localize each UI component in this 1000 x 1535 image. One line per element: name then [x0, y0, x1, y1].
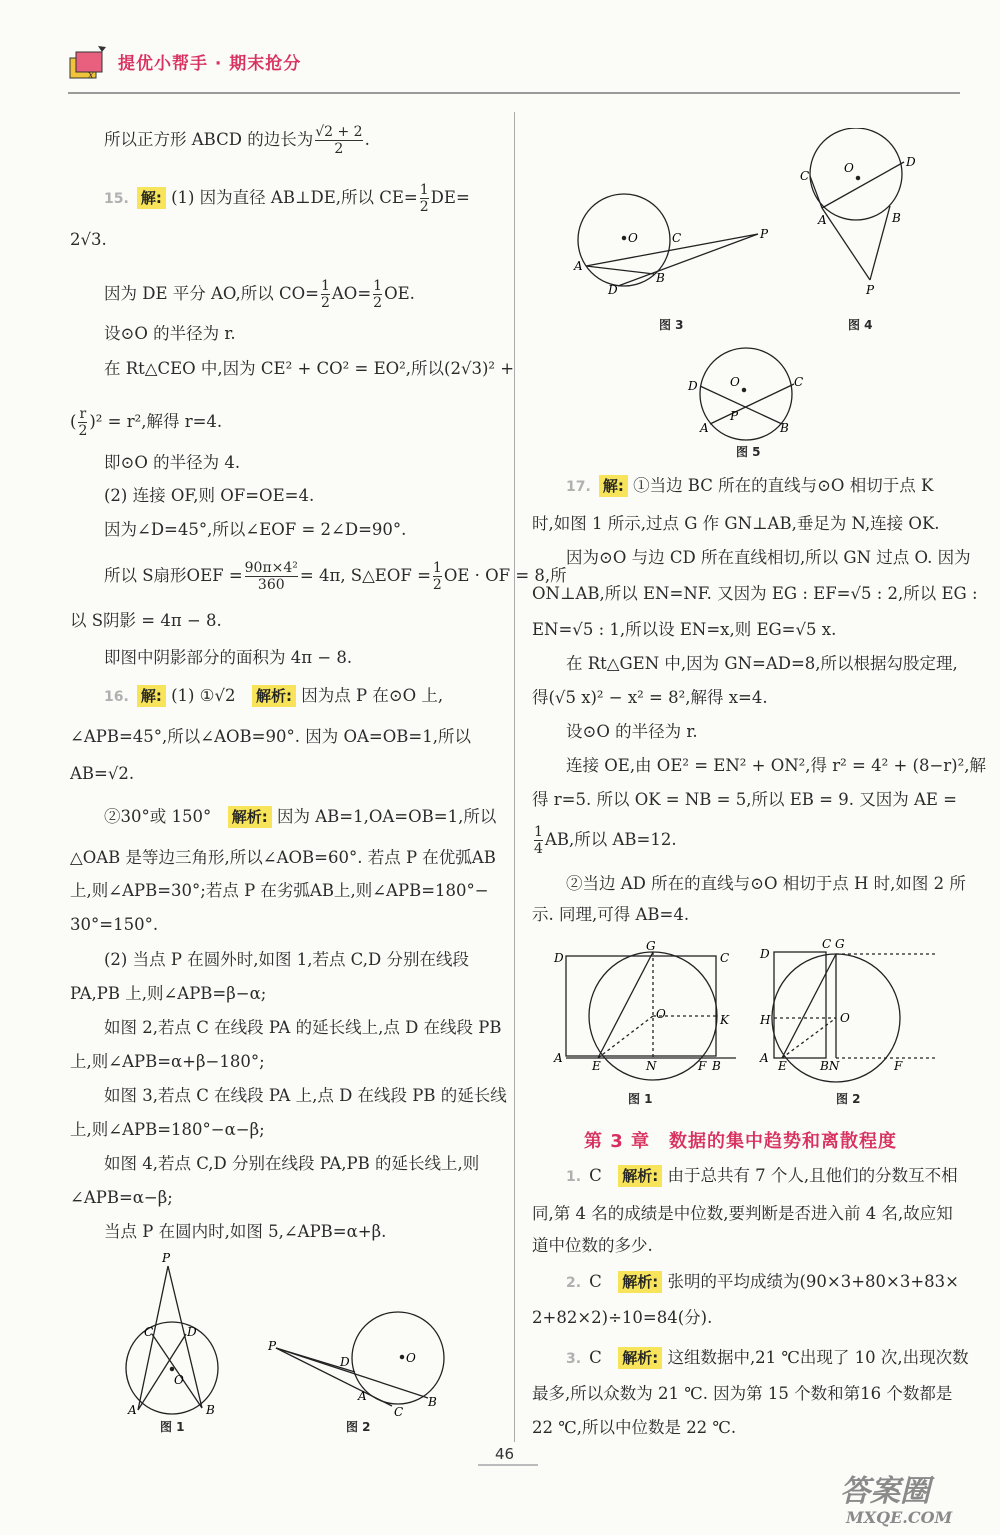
- caption-fig-5: 图 5: [736, 445, 761, 459]
- label-P: P: [162, 1251, 171, 1265]
- q16-line-l: 如图 3,若点 C 在线段 PA 上,点 D 在线段 PB 的延长线: [104, 1086, 507, 1105]
- q15-line-c: 因为 DE 平分 AO,所以 CO= $\frac{1}{2}$ AO= $\frac{1}{2}$ OE.: [104, 278, 415, 312]
- svg-text:O: O: [174, 1373, 184, 1387]
- header-rule: [68, 92, 960, 94]
- c3-line-c: 22 ℃,所以中位数是 22 ℃.: [532, 1418, 737, 1437]
- q16-line-g: 30°=150°.: [70, 915, 159, 934]
- svg-text:D: D: [906, 155, 916, 169]
- svg-text:N: N: [646, 1059, 657, 1073]
- chapter-heading: 第 3 章 数据的集中趋势和离散程度: [584, 1131, 898, 1152]
- q16-line-p: 当点 P 在圆内时,如图 5,∠APB=α+β.: [104, 1222, 387, 1241]
- q17-line-e: EN=√5 : 1,所以设 EN=x,则 EG=√5 x.: [532, 620, 837, 639]
- svg-text:P: P: [730, 409, 739, 423]
- svg-text:B: B: [656, 271, 665, 285]
- q15-line-e: 在 Rt△CEO 中,因为 CE² + CO² = EO²,所以(2√3)² +: [104, 359, 515, 378]
- c1-line-a: 1. C 解析: 由于总共有 7 个人,且他们的分数互不相: [566, 1166, 958, 1185]
- q15-line-l: 即图中阴影部分的面积为 4π − 8.: [104, 648, 353, 667]
- svg-text:C: C: [144, 1325, 154, 1339]
- svg-text:A: A: [128, 1403, 137, 1417]
- q17-line-i: 连接 OE,由 OE² = EN² + ON²,得 r² = 4² + (8−r)²,解: [566, 756, 986, 775]
- q15-line-g: 即⊙O 的半径为 4.: [104, 453, 241, 472]
- svg-text:C G: C G: [822, 937, 845, 951]
- q16-line-n: 如图 4,若点 C,D 分别在线段 PA,PB 的延长线上,则: [104, 1154, 480, 1173]
- q15-line-f: ( $\frac{r}{2}$ )² = r²,解得 r=4.: [70, 406, 223, 440]
- figure-3: [578, 194, 758, 286]
- q17-line-a: 17. 解: ①当边 BC 所在的直线与⊙O 相切于点 K: [566, 476, 934, 495]
- svg-text:D: D: [340, 1355, 350, 1369]
- q15-line-b: 2√3.: [70, 230, 107, 249]
- svg-text:P: P: [866, 283, 875, 297]
- book-logo-icon: [68, 44, 108, 84]
- q16-line-o: ∠APB=α−β;: [70, 1188, 173, 1207]
- q17-line-b: 时,如图 1 所示,过点 G 作 GN⊥AB,垂足为 N,连接 OK.: [532, 514, 940, 533]
- q16-line-h: (2) 当点 P 在圆外时,如图 1,若点 C,D 分别在线段: [104, 950, 469, 969]
- svg-text:O: O: [840, 1011, 850, 1025]
- page-number-decoration: [478, 1464, 538, 1466]
- caption-rect-fig-1: 图 1: [628, 1092, 653, 1106]
- q17-line-f: 在 Rt△GEN 中,因为 GN=AD=8,所以根据勾股定理,: [566, 654, 958, 673]
- svg-text:D: D: [760, 947, 770, 961]
- figure-1: [126, 1266, 218, 1414]
- svg-text:C: C: [800, 169, 810, 183]
- c1-line-b: 同,第 4 名的成绩是中位数,要判断是否进入前 4 名,故应知: [532, 1204, 953, 1223]
- svg-text:D: D: [688, 379, 698, 393]
- svg-text:C: C: [720, 951, 730, 965]
- svg-text:O: O: [406, 1351, 416, 1365]
- figure-2-rect: [772, 952, 936, 1082]
- svg-text:MXQE.COM: MXQE.COM: [846, 1508, 953, 1527]
- caption-fig-1: 图 1: [160, 1420, 185, 1434]
- svg-text:O: O: [730, 375, 740, 389]
- q16-line-f: 上,则∠APB=30°;若点 P 在劣弧AB上,则∠APB=180°−: [70, 881, 489, 900]
- caption-fig-4: 图 4: [848, 318, 873, 332]
- question-number: 15.: [104, 191, 129, 208]
- svg-text:F: F: [894, 1059, 903, 1073]
- q15-line-h: (2) 连接 OF,则 OF=OE=4.: [104, 486, 315, 505]
- svg-text:A: A: [760, 1051, 769, 1065]
- q16-line-j: 如图 2,若点 C 在线段 PA 的延长线上,点 D 在线段 PB: [104, 1018, 502, 1037]
- q17-line-h: 设⊙O 的半径为 r.: [566, 722, 698, 741]
- q17-line-k: $\frac{1}{4}$ AB,所以 AB=12.: [534, 824, 677, 858]
- q17-line-j: 得 r=5. 所以 OK = NB = 5,所以 EB = 9. 又因为 AE =: [532, 790, 957, 809]
- q17-line-c: 因为⊙O 与边 CD 所在直线相切,所以 GN 过点 O. 因为: [566, 548, 971, 567]
- svg-text:E: E: [592, 1059, 601, 1073]
- svg-text:D: D: [608, 283, 618, 297]
- q15-line-d: 设⊙O 的半径为 r.: [104, 324, 236, 343]
- svg-text:K: K: [720, 1013, 729, 1027]
- figure-4: [810, 128, 904, 280]
- svg-text:O: O: [844, 161, 854, 175]
- q16-line-b: ∠APB=45°,所以∠AOB=90°. 因为 OA=OB=1,所以: [70, 727, 471, 746]
- q17-line-m: 示. 同理,可得 AB=4.: [532, 905, 690, 924]
- svg-text:B: B: [428, 1395, 437, 1409]
- c2-line-a: 2. C 解析: 张明的平均成绩为(90×3+80×3+83×: [566, 1272, 959, 1291]
- q15-line-i: 因为∠D=45°,所以∠EOF = 2∠D=90°.: [104, 520, 407, 539]
- svg-text:C: C: [394, 1405, 404, 1419]
- right-figures-3-4-5: [560, 128, 960, 458]
- svg-text:A: A: [818, 213, 827, 227]
- q17-line-g: 得(√5 x)² − x² = 8²,解得 x=4.: [532, 688, 768, 707]
- svg-text:F: F: [698, 1059, 707, 1073]
- header-title: 提优小帮手 · 期末抢分: [118, 54, 302, 74]
- caption-fig-3: 图 3: [659, 318, 684, 332]
- svg-text:B: B: [780, 421, 789, 435]
- q16-line-i: PA,PB 上,则∠APB=β−α;: [70, 984, 267, 1003]
- svg-text:A: A: [554, 1051, 563, 1065]
- svg-text:B: B: [206, 1403, 215, 1417]
- svg-text:G: G: [646, 939, 656, 953]
- q16-line-e: △OAB 是等边三角形,所以∠AOB=60°. 若点 P 在优弧AB: [70, 848, 496, 867]
- left-line-1: 所以正方形 ABCD 的边长为 $\frac{√2 + 2}{2}$ .: [104, 124, 370, 158]
- svg-text:P: P: [268, 1339, 277, 1353]
- svg-text:C: C: [794, 375, 804, 389]
- page-header: [68, 40, 960, 90]
- caption-fig-2: 图 2: [346, 1420, 371, 1434]
- svg-text:E: E: [778, 1059, 787, 1073]
- svg-text:H: H: [760, 1013, 771, 1027]
- c1-line-c: 道中位数的多少.: [532, 1236, 653, 1255]
- svg-text:O: O: [656, 1007, 666, 1021]
- svg-text:P: P: [760, 227, 769, 241]
- c3-line-b: 最多,所以众数为 21 ℃. 因为第 15 个数和第16 个数都是: [532, 1384, 953, 1403]
- q15-line-k: 以 S阴影 = 4π − 8.: [70, 611, 222, 630]
- svg-text:D: D: [187, 1325, 197, 1339]
- q15-line-a: 15. 解: (1) 因为直径 AB⊥DE,所以 CE= $\frac{1}{2}$ DE=: [104, 182, 470, 216]
- page-number: 46: [495, 1445, 515, 1463]
- right-figures-rect-circle: [546, 936, 960, 1086]
- svg-text:x: x: [88, 70, 94, 81]
- column-divider: [514, 112, 515, 1442]
- left-figures-1-2: [110, 1250, 470, 1430]
- svg-text:D: D: [554, 951, 564, 965]
- q16-line-d: ②30°或 150° 解析: 因为 AB=1,OA=OB=1,所以: [104, 807, 497, 826]
- q16-line-a: 16. 解: (1) ①√2 解析: 因为点 P 在⊙O 上,: [104, 686, 444, 705]
- answer-tag: 解:: [137, 187, 166, 209]
- fraction: $\frac{√2 + 2}{2}$: [315, 124, 363, 158]
- q15-line-j: 所以 S扇形OEF = $\frac{\text{90π×4²}}{360}$ = 4π, S△EOF = $\frac{1}{2}$ OE · OF = 8,所: [104, 560, 567, 594]
- q16-line-c: AB=√2.: [70, 764, 135, 783]
- c2-line-b: 2+82×2)÷10=84(分).: [532, 1308, 713, 1327]
- svg-text:C: C: [672, 231, 682, 245]
- watermark-logo-icon: [836, 1465, 986, 1527]
- c3-line-a: 3. C 解析: 这组数据中,21 ℃出现了 10 次,出现次数: [566, 1348, 969, 1367]
- svg-text:答案圈: 答案圈: [840, 1474, 930, 1509]
- q17-line-d: ON⊥AB,所以 EN=NF. 又因为 EG : EF=√5 : 2,所以 EG :: [532, 584, 978, 603]
- svg-text:A: A: [700, 421, 709, 435]
- caption-rect-fig-2: 图 2: [836, 1092, 861, 1106]
- q17-line-l: ②当边 AD 所在的直线与⊙O 相切于点 H 时,如图 2 所: [566, 874, 966, 893]
- q16-line-k: 上,则∠APB=α+β−180°;: [70, 1052, 265, 1071]
- svg-text:O: O: [628, 231, 638, 245]
- svg-text:B: B: [712, 1059, 721, 1073]
- svg-text:BN: BN: [820, 1059, 840, 1073]
- q16-line-m: 上,则∠APB=180°−α−β;: [70, 1120, 265, 1139]
- svg-text:A: A: [358, 1389, 367, 1403]
- svg-text:B: B: [892, 211, 901, 225]
- svg-text:A: A: [574, 259, 583, 273]
